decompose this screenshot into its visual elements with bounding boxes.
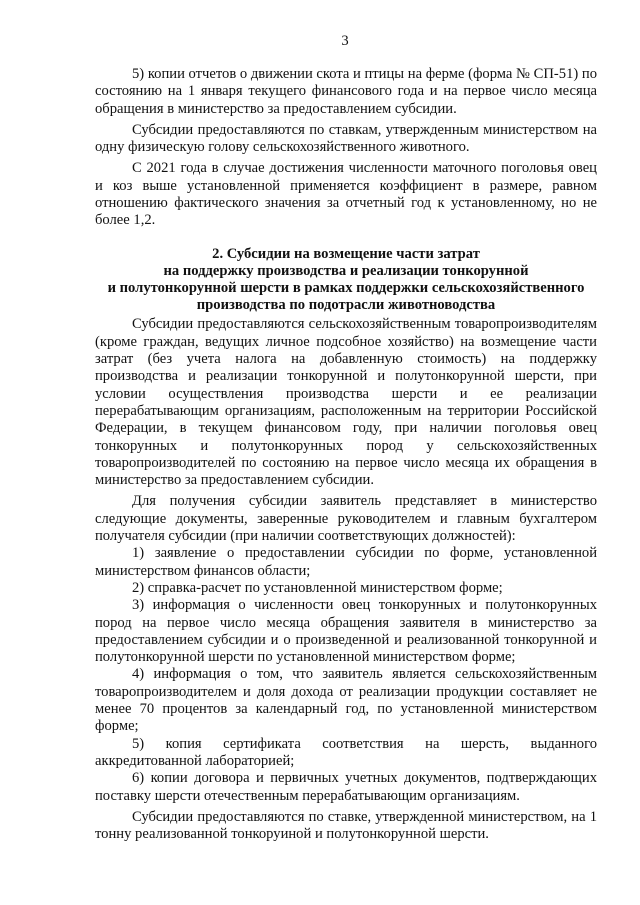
list-item-3: 3) информация о численности овец тонкорунных и полутонкорунных пород на первое число месяца обращения заявителя в министерство за предоставлением субсидии и о произведенной и реализованной тонкорунной и полутонкорунной шерсти по установленной министерством форме;	[95, 597, 597, 666]
list-item-2: 2) справка-расчет по установленной министерством форме;	[132, 579, 503, 596]
paragraph-subsidy-conditions: Субсидии предоставляются сельскохозяйственным товаропроизводителям (кроме граждан, ведущих личное подсобное хозяйство) на возмещение части затрат (без учета налога на добавленную стоимость) на поддержку производства и реализации тонкорунной и полутонкорунной шерсти, при условии осуществления производства шерсти и ее реализации перерабатывающим организациям, расположенным на территории Российской Федерации, в текущем финансовом году, при наличии поголовья овец тонкорунных и полутонкорунных пород у сельскохозяйственных товаропроизводителей по состоянию на первое число месяца их обращения в министерство за предоставлением субсидии.	[95, 316, 597, 489]
document-page	[95, 30, 597, 843]
paragraph-documents-intro: Для получения субсидии заявитель представляет в министерство следующие документы, заверенные руководителем и главным бухгалтером получателя субсидии (при наличии соответствующих должностей):	[95, 493, 597, 545]
paragraph-intro-1: 5) копии отчетов о движении скота и птицы на ферме (форма № СП-51) по состоянию на 1 января текущего финансового года и на первое число месяца обращения в министерство за предоставлением субсидии.	[95, 66, 597, 117]
paragraph-rate: Субсидии предоставляются по ставке, утвержденной министерством, на 1 тонну реализованной тонкоруиной и полутонкорунной шерсти.	[95, 808, 597, 843]
section-title-line: 2. Субсидии на возмещение части затрат	[212, 245, 480, 262]
paragraph-intro-2: Субсидии предоставляются по ставкам, утвержденным министерством на одну физическую голову сельскохозяйственного животного.	[95, 121, 597, 156]
list-item-5: 5) копия сертификата соответствия на шерсть, выданного аккредитованной лабораторией;	[95, 735, 597, 769]
section-title	[95, 246, 597, 315]
paragraph-intro-3: С 2021 года в случае достижения численности маточного поголовья овец и коз выше установленной применяется коэффициент в размере, равном отношению фактического значения за отчетный год к установленному, но не более 1,2.	[95, 160, 597, 229]
list-item-4: 4) информация о том, что заявитель является сельскохозяйственным товаропроизводителем и доля дохода от реализации продукции составляет не менее 70 процентов за календарный год, по установленной министерством форме;	[95, 666, 597, 735]
section-title-line: и полутонкорунной шерсти в рамках поддержки сельскохозяйственного	[107, 280, 585, 297]
section-title-line: на поддержку производства и реализации тонкорунной	[163, 262, 529, 279]
list-item-6: 6) копии договора и первичных учетных документов, подтверждающих поставку шерсти отечественным перерабатывающим организациям.	[95, 770, 597, 804]
section-title-line: производства по подотрасли животноводства	[196, 297, 496, 314]
page-number: 3	[341, 33, 349, 49]
list-item-1: 1) заявление о предоставлении субсидии по форме, установленной министерством финансов области;	[95, 545, 597, 579]
